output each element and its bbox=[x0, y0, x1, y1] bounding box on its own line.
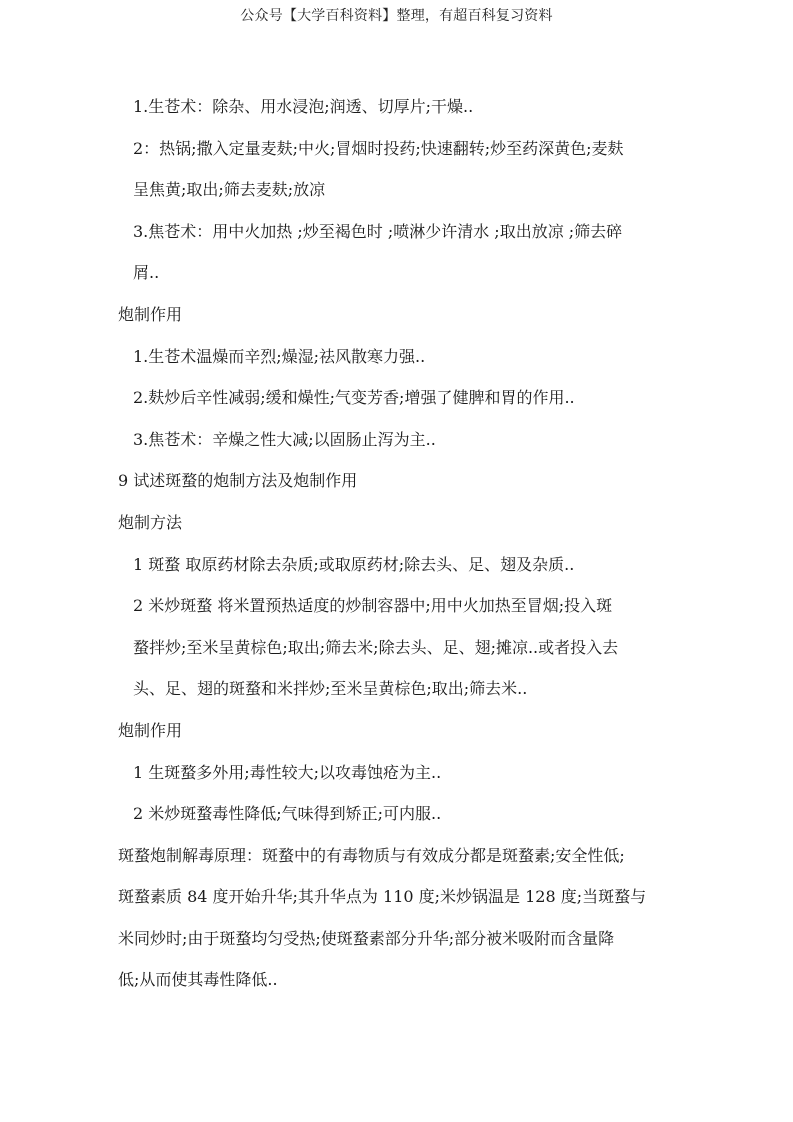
text-line: 1 斑蝥 取原药材除去杂质;或取原药材;除去头、足、翅及杂质.. bbox=[133, 554, 575, 574]
text-line: 2.麸炒后辛性减弱;缓和燥性;气变芳香;增强了健脾和胃的作用.. bbox=[133, 388, 575, 408]
text-line: 斑蝥炮制解毒原理：斑蝥中的有毒物质与有效成分都是斑蝥素;安全性低; bbox=[118, 845, 625, 865]
text-line: 3.焦苍术：用中火加热 ;炒至褐色时 ;喷淋少许清水 ;取出放凉 ;筛去碎 bbox=[133, 221, 623, 241]
text-line: 1 生斑蝥多外用;毒性较大;以攻毒蚀疮为主.. bbox=[133, 762, 442, 782]
page-header: 公众号【大学百科资料】整理，有超百科复习资料 bbox=[240, 8, 553, 24]
text-line: 2 米炒斑蝥毒性降低;气味得到矫正;可内服.. bbox=[133, 804, 442, 824]
section-heading: 炮制作用 bbox=[118, 720, 183, 740]
section-heading: 炮制方法 bbox=[118, 512, 183, 532]
section-heading: 炮制作用 bbox=[118, 304, 183, 324]
text-line: 3.焦苍术：辛燥之性大减;以固肠止泻为主.. bbox=[133, 429, 436, 449]
text-line: 斑蝥素质 84 度开始升华;其升华点为 110 度;米炒锅温是 128 度;当斑蝥与 bbox=[118, 887, 647, 907]
question-heading: 9 试述斑蝥的炮制方法及炮制作用 bbox=[118, 471, 358, 491]
text-line: 屑.. bbox=[133, 263, 160, 283]
text-line: 呈焦黄;取出;筛去麦麸;放凉 bbox=[133, 180, 326, 200]
document-body bbox=[118, 86, 683, 1001]
text-line: 低;从而使其毒性降低.. bbox=[118, 970, 278, 990]
text-line: 蝥拌炒;至米呈黄棕色;取出;筛去米;除去头、足、翅;摊凉..或者投入去 bbox=[133, 637, 619, 657]
text-line: 2 米炒斑蝥 将米置预热适度的炒制容器中;用中火加热至冒烟;投入斑 bbox=[133, 596, 613, 616]
text-line: 米同炒时;由于斑蝥均匀受热;使斑蝥素部分升华;部分被米吸附而含量降 bbox=[118, 928, 615, 948]
text-line: 1.生苍术温燥而辛烈;燥湿;祛风散寒力强.. bbox=[133, 346, 426, 366]
text-line: 2：热锅;撒入定量麦麸;中火;冒烟时投药;快速翻转;炒至药深黄色;麦麸 bbox=[133, 138, 624, 158]
text-line: 1.生苍术：除杂、用水浸泡;润透、切厚片;干燥.. bbox=[133, 97, 474, 116]
text-line: 头、足、翅的斑蝥和米拌炒;至米呈黄棕色;取出;筛去米.. bbox=[133, 679, 528, 699]
